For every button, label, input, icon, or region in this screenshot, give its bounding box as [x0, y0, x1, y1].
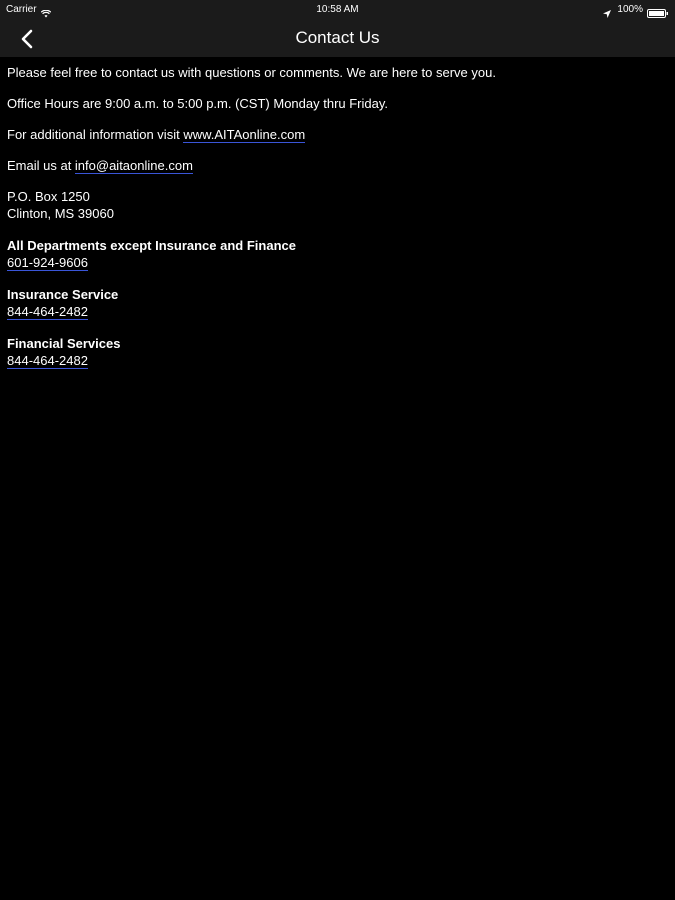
department-block — [7, 237, 667, 271]
address-line-1: P.O. Box 1250 — [7, 189, 90, 204]
info-prefix: For additional information visit — [7, 127, 184, 142]
battery-percent: 100% — [617, 4, 643, 15]
email-link[interactable]: info@aitaonline.com — [74, 158, 193, 173]
info-paragraph — [7, 126, 667, 143]
department-name: Insurance Service — [7, 287, 119, 302]
status-right — [603, 0, 669, 20]
address-line-2: Clinton, MS 39060 — [7, 206, 114, 221]
department-phone-link[interactable]: 844-464-2482 — [7, 353, 88, 368]
status-bar — [0, 0, 675, 20]
intro-text: Please feel free to contact us with questions or comments. We are here to serve you. — [7, 65, 496, 80]
carrier-label: Carrier — [6, 4, 37, 15]
location-icon — [603, 6, 611, 14]
department-phone-link[interactable]: 844-464-2482 — [7, 304, 88, 319]
status-time: 10:58 AM — [316, 4, 359, 15]
office-hours-text: Office Hours are 9:00 a.m. to 5:00 p.m. (CST) Monday thru Friday. — [7, 96, 388, 111]
page-title: Contact Us — [295, 28, 380, 47]
website-link[interactable]: www.AITAonline.com — [183, 127, 306, 142]
email-prefix: Email us at — [7, 158, 75, 173]
navigation-bar — [0, 20, 675, 57]
contact-content — [7, 64, 667, 384]
department-name: Financial Services — [7, 336, 121, 351]
department-name: All Departments except Insurance and Finance — [7, 238, 296, 253]
department-block — [7, 286, 667, 320]
department-phone-link[interactable]: 601-924-9606 — [7, 255, 88, 270]
mailing-address — [7, 188, 667, 222]
battery-icon — [647, 6, 669, 15]
department-block — [7, 335, 667, 369]
email-paragraph — [7, 157, 667, 174]
